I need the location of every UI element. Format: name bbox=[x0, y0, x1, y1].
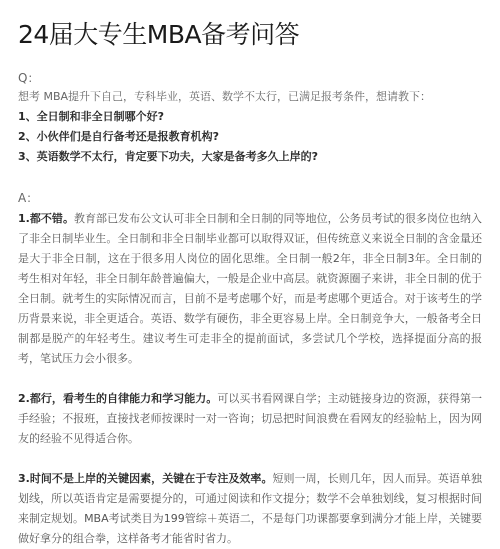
question-intro: 想考 MBA提升下自己，专科毕业，英语、数学不太行，已满足报考条件，想请教下： bbox=[18, 90, 432, 103]
answer-paragraph-3 bbox=[18, 469, 482, 549]
answer-1-text: 教育部已发布公文认可非全日制和全日制的同等地位，公务员考试的很多岗位也纳入了非全日制毕业生。全日制和非全日制毕业都可以取得双证，但传统意义来说全日制的含金量还是大于非全日制，这在于很多用人岗位的固化思维。全日制一般2年，非全日制3年。全日制的考生相对年轻，非全日制年龄普遍偏大，一般是企业中高层。就资源圈子来讲，非全日制的优于全日制。就考生的实际情况而言，目前不是考虑哪个好，而是考虑哪个更适合。对于该考生的学历背景来说，非全更适合。英语、数学有硬伤，非全更容易上岸。全日制竞争大，一般备考全日制都是脱产的年轻考生。建议考生可走非全的提前面试，多尝试几个学校，选择提面分高的报考，笔试压力会小很多。 bbox=[18, 212, 482, 365]
question-item-3: 3、英语数学不太行，肯定要下功夫，大家是备考多久上岸的? bbox=[18, 150, 319, 163]
answer-paragraph-2 bbox=[18, 389, 482, 449]
answer-3-text: 短则一周，长则几年，因人而异。英语单独划线，所以英语肯定是需要提分的，可通过阅读和作文提分；数学不会单独划线，复习根据时间来制定规划。MBA考试类目为199管综＋英语二，不是每门功课都要拿到满分才能上岸，关键要做好拿分的组合拳，这样备考才能省时省力。 bbox=[18, 472, 482, 545]
question-item-1: 1、全日制和非全日制哪个好? bbox=[18, 110, 165, 123]
answer-paragraph-1 bbox=[18, 209, 482, 369]
article-title: 24届大专生MBA备考问答 bbox=[18, 20, 300, 49]
answer-2-text: 可以买书看网课自学；主动链接身边的资源，获得第一手经验；不报班，直接找老师按课时一对一咨询；切忌把时间浪费在看网友的经验帖上，因为网友的经验不见得适合你。 bbox=[18, 392, 482, 445]
answer-3-lead: 3.时间不是上岸的关键因素，关键在于专注及效率。 bbox=[18, 472, 273, 485]
answer-1-lead: 1.都不错。 bbox=[18, 212, 74, 225]
answer-label: A： bbox=[18, 191, 39, 205]
question-label: Q： bbox=[18, 71, 40, 85]
question-item-2: 2、小伙伴们是自行备考还是报教育机构? bbox=[18, 130, 220, 143]
answer-2-lead: 2.都行，看考生的自律能力和学习能力。 bbox=[18, 392, 218, 405]
question-list bbox=[18, 107, 482, 167]
